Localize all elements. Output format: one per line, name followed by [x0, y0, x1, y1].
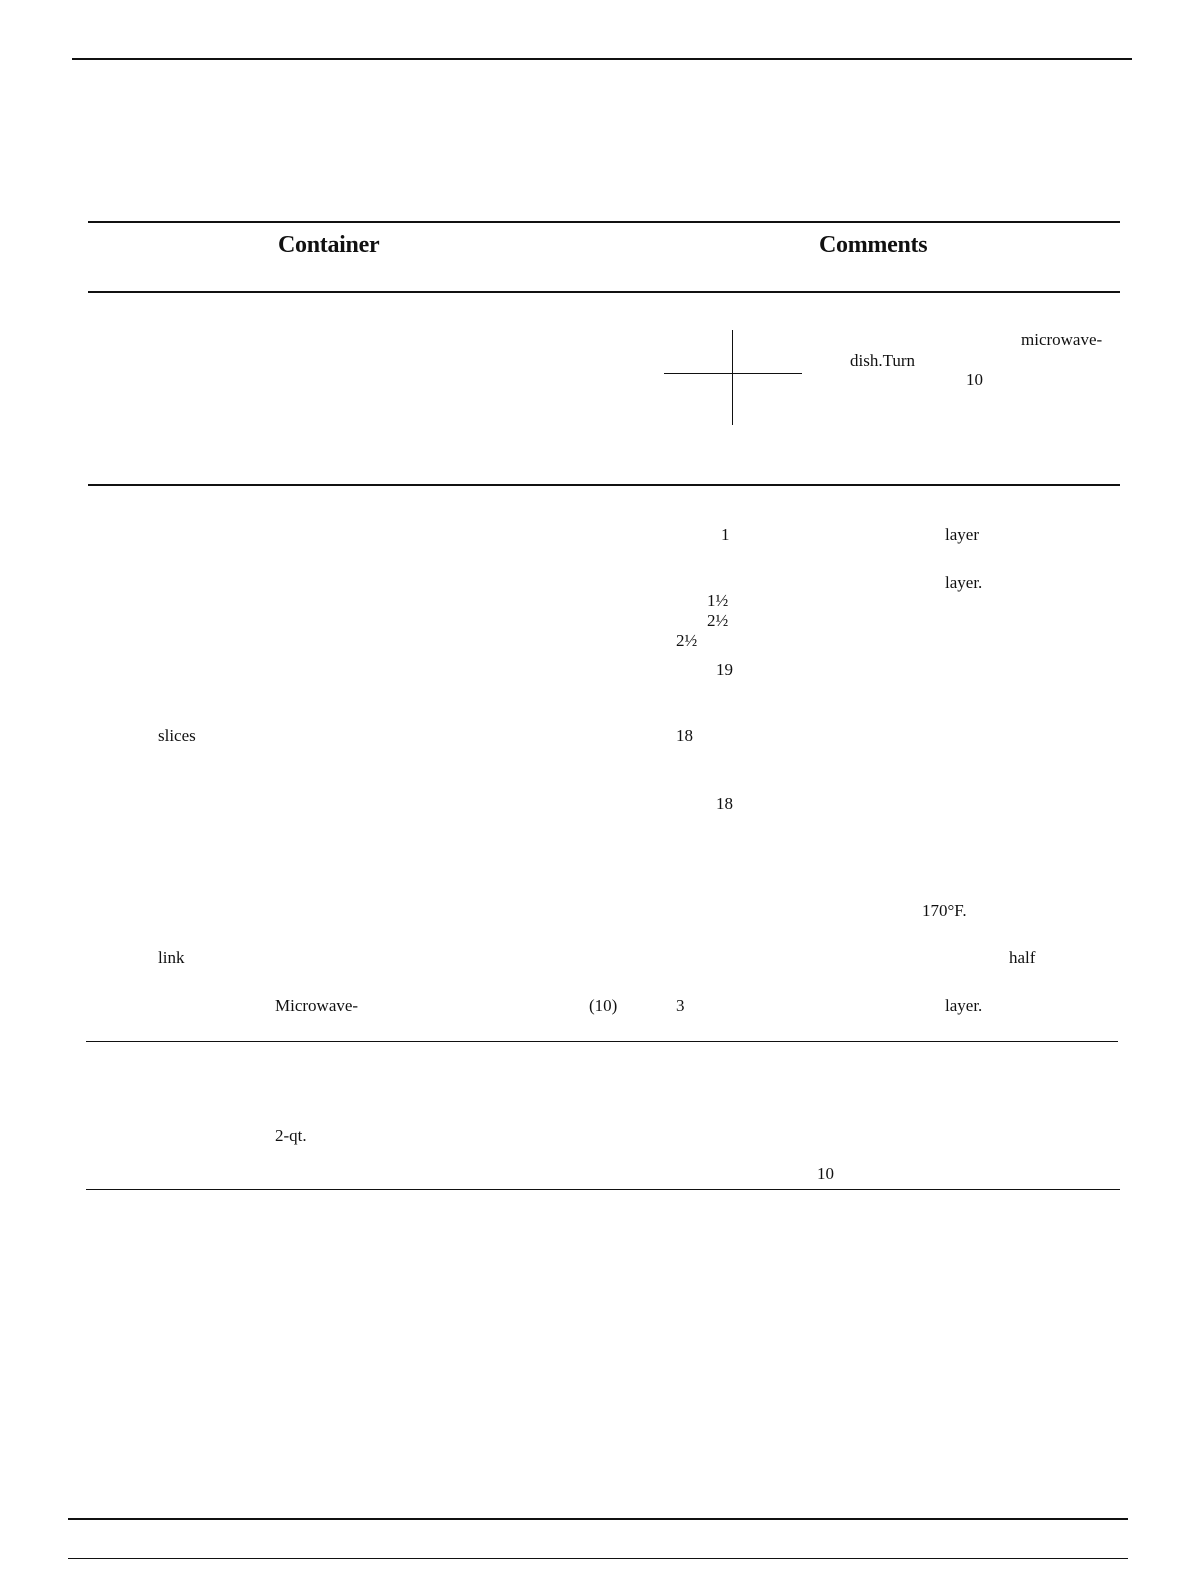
- footer-rule-1: [68, 1518, 1128, 1520]
- text-fragment: Microwave-: [275, 996, 359, 1015]
- table-top-rule: [88, 221, 1120, 223]
- text-fragment: 1½: [707, 591, 729, 610]
- text-fragment: (10): [589, 996, 618, 1015]
- text-fragment: 1: [721, 525, 730, 544]
- text-fragment: 3: [676, 996, 685, 1015]
- text-fragment: 10: [817, 1164, 834, 1183]
- text-fragment: layer.: [945, 573, 983, 592]
- table-bottom-rule: [86, 1189, 1120, 1190]
- text-fragment: link: [158, 948, 185, 967]
- section2-bottom-rule: [86, 1041, 1118, 1042]
- text-fragment: layer: [945, 525, 979, 544]
- text-fragment: 170°F.: [922, 901, 967, 920]
- text-fragment: 18: [716, 794, 733, 813]
- header-bottom-rule: [88, 291, 1120, 293]
- comments-column-header: Comments: [819, 232, 928, 258]
- text-fragment: layer.: [945, 996, 983, 1015]
- crosshair-horizontal: [664, 373, 802, 374]
- text-fragment: 2½: [676, 631, 698, 650]
- page-top-rule: [72, 58, 1132, 60]
- container-column-header: Container: [278, 232, 380, 258]
- text-fragment: half: [1009, 948, 1036, 967]
- text-fragment: slices: [158, 726, 196, 745]
- footer-rule-2: [68, 1558, 1128, 1559]
- text-fragment: microwave-: [1021, 330, 1103, 349]
- text-fragment: 10: [966, 370, 983, 389]
- crosshair-vertical: [732, 330, 733, 425]
- text-fragment: 2-qt.: [275, 1126, 307, 1145]
- text-fragment: dish.Turn: [850, 351, 916, 370]
- text-fragment: 2½: [707, 611, 729, 630]
- text-fragment: 18: [676, 726, 693, 745]
- section1-bottom-rule: [88, 484, 1120, 486]
- text-fragment: 19: [716, 660, 733, 679]
